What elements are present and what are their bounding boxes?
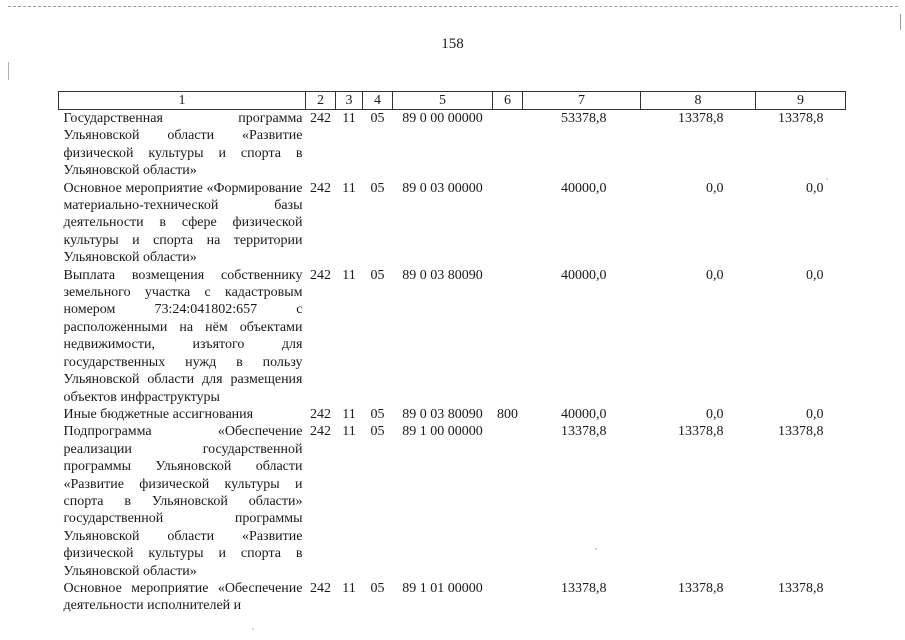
- scan-speck: [826, 178, 828, 180]
- row-amount-col9: 0,0: [806, 180, 824, 196]
- table-body: [59, 110, 846, 615]
- row-expense-type: [493, 267, 523, 406]
- table-row: [59, 180, 846, 267]
- header-col-6: 6: [493, 92, 523, 110]
- row-expense-type: 800: [497, 406, 518, 422]
- row-ministry-code: 242: [310, 580, 331, 596]
- row-expense-type: [493, 180, 523, 267]
- row-subsection: 05: [370, 111, 385, 126]
- row-section: 11: [342, 267, 356, 283]
- header-col-2: 2: [306, 92, 336, 110]
- header-col-5: 5: [393, 92, 493, 110]
- row-name: Государственная программа Ульяновской области «Развитие физической культуры и спорта в Ульяновской области»: [63, 111, 303, 179]
- scan-speck: [595, 548, 597, 550]
- row-target-article: 89 0 00 00000: [402, 111, 483, 126]
- row-section: 11: [342, 180, 356, 196]
- row-amount-col9: 0,0: [806, 267, 824, 283]
- header-col-1: 1: [59, 92, 306, 110]
- row-expense-type: [493, 110, 523, 180]
- row-amount-col8: 13378,8: [678, 580, 724, 596]
- header-col-9: 9: [756, 92, 846, 110]
- row-amount-col8: 13378,8: [678, 111, 724, 126]
- scan-speck: [252, 628, 254, 630]
- row-section: 11: [342, 580, 356, 596]
- row-name: Выплата возмещения собственнику земельного участка с кадастровым номером 73:24:041802:657 с расположенными на нём объектами недвижимости, изъятого для государственных нужд в пользу Ульяновской области для размещения объектов инфраструктуры: [63, 267, 303, 405]
- row-name: Основное мероприятие «Формирование материально-технической базы деятельности в сфере физической культуры и спорта на территории Ульяновской области»: [63, 180, 303, 266]
- row-target-article: 89 1 01 00000: [402, 580, 483, 596]
- row-amount-col8: 0,0: [706, 180, 724, 196]
- row-target-article: 89 0 03 00000: [402, 180, 483, 196]
- header-col-8: 8: [641, 92, 756, 110]
- header-col-7: 7: [523, 92, 641, 110]
- row-section: 11: [342, 111, 356, 126]
- row-target-article: 89 0 03 80090: [402, 267, 483, 283]
- table-row: [59, 423, 846, 580]
- header-col-3: 3: [336, 92, 363, 110]
- row-subsection: 05: [370, 406, 385, 422]
- row-name: Подпрограмма «Обеспечение реализации государственной программы Ульяновской области «Развитие физической культуры и спорта в Ульяновской области» государственной программы Ульяновской области «Развитие физической культуры и спорта в Ульяновской области»: [63, 424, 303, 579]
- row-name: Иные бюджетные ассигнования: [63, 406, 254, 422]
- header-col-4: 4: [363, 92, 393, 110]
- table-header: [59, 92, 846, 110]
- header-row: [59, 92, 846, 110]
- row-amount-col8: 0,0: [706, 267, 724, 283]
- row-amount-col7: 40000,0: [561, 180, 607, 196]
- row-section: 11: [342, 406, 356, 422]
- scan-edge-mark: [900, 14, 901, 30]
- table-row: [59, 110, 846, 180]
- budget-table: [58, 91, 846, 615]
- row-amount-col7: 40000,0: [561, 267, 607, 283]
- row-amount-col8: 13378,8: [678, 424, 724, 440]
- row-subsection: 05: [370, 580, 385, 596]
- row-ministry-code: 242: [310, 406, 331, 422]
- row-amount-col9: 0,0: [806, 406, 824, 422]
- page-number: 158: [441, 36, 464, 52]
- table-row: [59, 580, 846, 615]
- row-target-article: 89 1 00 00000: [402, 424, 483, 440]
- row-expense-type: [493, 423, 523, 580]
- row-subsection: 05: [370, 424, 385, 440]
- row-ministry-code: 242: [310, 111, 331, 126]
- row-amount-col7: 53378,8: [561, 111, 607, 126]
- row-amount-col8: 0,0: [706, 406, 724, 422]
- scan-edge-mark: [8, 62, 9, 80]
- row-ministry-code: 242: [310, 424, 331, 440]
- row-amount-col9: 13378,8: [778, 111, 824, 126]
- row-amount-col7: 13378,8: [561, 580, 607, 596]
- row-section: 11: [342, 424, 356, 440]
- row-target-article: 89 0 03 80090: [402, 406, 483, 422]
- table-row: [59, 267, 846, 406]
- table-row: [59, 406, 846, 423]
- row-subsection: 05: [370, 267, 385, 283]
- row-expense-type: [493, 580, 523, 615]
- row-amount-col7: 13378,8: [561, 424, 607, 440]
- row-ministry-code: 242: [310, 180, 331, 196]
- row-amount-col7: 40000,0: [561, 406, 607, 422]
- row-amount-col9: 13378,8: [778, 580, 824, 596]
- scan-top-border: [8, 6, 898, 7]
- row-amount-col9: 13378,8: [778, 424, 824, 440]
- row-ministry-code: 242: [310, 267, 331, 283]
- row-subsection: 05: [370, 180, 385, 196]
- row-name: Основное мероприятие «Обеспечение деятельности исполнителей и: [63, 580, 303, 614]
